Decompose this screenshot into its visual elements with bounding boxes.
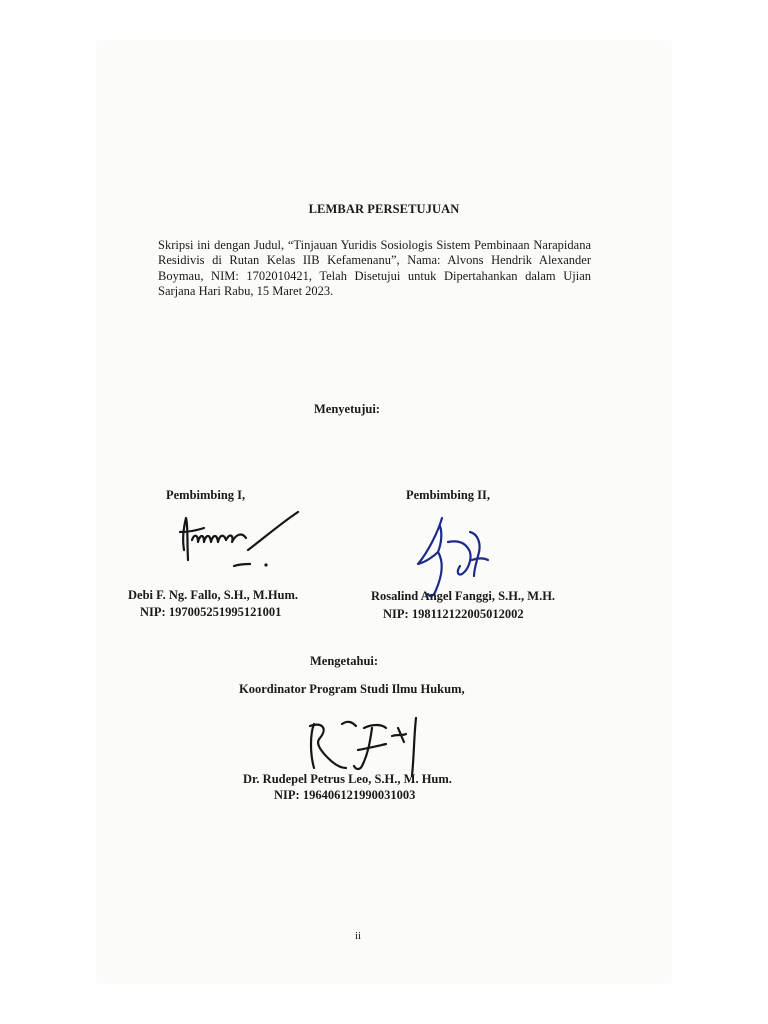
coordinator-name: Dr. Rudepel Petrus Leo, S.H., M. Hum. [243,772,452,786]
advisor2-name: Rosalind Angel Fanggi, S.H., M.H. [371,589,556,603]
advisor2-nip: NIP: 198112122005012002 [383,607,524,621]
advisor1-role: Pembimbing I, [166,488,246,502]
document-page [98,42,670,982]
advisor2-role: Pembimbing II, [406,488,491,502]
acknowledge-heading: Mengetahui: [310,654,379,668]
page-number: ii [354,930,362,942]
advisor1-name: Debi F. Ng. Fallo, S.H., M.Hum. [128,588,299,602]
coordinator-signature [302,714,432,780]
advisor1-nip: NIP: 197005251995121001 [140,605,282,619]
approval-paragraph: Skripsi ini dengan Judul, “Tinjauan Yuridis Sosiologis Sistem Pembinaan Narapidana Residivis di Rutan Kelas IIB Kefamenanu”, Nama: Alvons Hendrik Alexander Boymau, NIM: 1702010421, Telah Disetujui untuk Dipertahankan dalam Ujian Sarjana Hari Rabu, 15 Maret 2023. [158,238,591,299]
coordinator-nip: NIP: 196406121990031003 [274,788,416,802]
document-title: LEMBAR PERSETUJUAN [308,202,460,216]
advisor1-signature [176,510,306,572]
approval-heading: Menyetujui: [314,402,380,416]
coordinator-role: Koordinator Program Studi Ilmu Hukum, [239,682,465,696]
